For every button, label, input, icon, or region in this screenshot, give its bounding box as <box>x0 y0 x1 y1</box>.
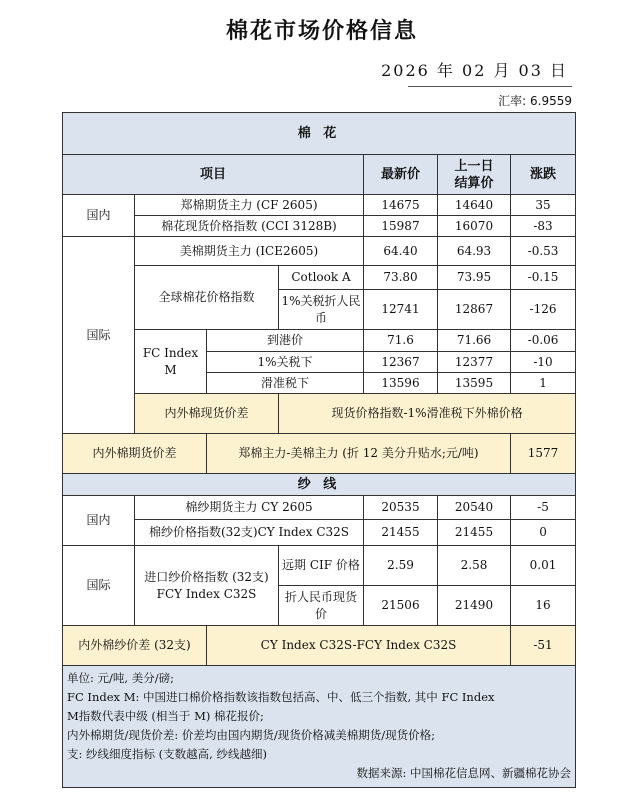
row-change: 1 <box>511 373 576 394</box>
spot-spread-label: 内外棉现货价差 <box>135 394 279 434</box>
report-date: 2026 年 02 月 03 日 <box>381 61 568 80</box>
row-prev: 71.66 <box>438 330 511 352</box>
row-latest: 12741 <box>364 290 438 330</box>
global-index-label: 全球棉花价格指数 <box>135 266 279 330</box>
row-change: 16 <box>511 586 576 626</box>
header-settlement <box>438 155 511 195</box>
table-row <box>63 394 576 434</box>
row-item: 美棉期货主力 (ICE2605) <box>135 237 364 266</box>
row-latest: 15987 <box>364 216 438 237</box>
row-item: 郑棉期货主力 (CF 2605) <box>135 195 364 216</box>
row-change: 0 <box>511 520 576 546</box>
table-row <box>63 216 576 237</box>
row-item: 远期 CIF 价格 <box>279 546 364 586</box>
cotton-domestic-label: 国内 <box>63 195 135 237</box>
row-latest: 21506 <box>364 586 438 626</box>
row-change: -126 <box>511 290 576 330</box>
table-row <box>63 434 576 474</box>
row-item: 棉纱期货主力 CY 2605 <box>135 496 364 520</box>
row-item: 棉花现货价格指数 (CCI 3128B) <box>135 216 364 237</box>
notes-block <box>63 666 576 788</box>
row-latest: 71.6 <box>364 330 438 352</box>
note-fc-index-cont: M指数代表中级 (相当于 M) 棉花报价; <box>67 709 264 723</box>
date-divider <box>408 86 572 87</box>
row-item: 1%关税下 <box>207 352 364 373</box>
cotton-intl-label: 国际 <box>63 237 135 434</box>
row-change: -5 <box>511 496 576 520</box>
row-prev: 64.93 <box>438 237 511 266</box>
exchange-rate: 汇率: 6.9559 <box>498 94 572 108</box>
header-item: 项目 <box>63 155 364 195</box>
row-change: -0.15 <box>511 266 576 290</box>
row-prev: 12867 <box>438 290 511 330</box>
row-change: 0.01 <box>511 546 576 586</box>
data-source: 数据来源: 中国棉花信息网、新疆棉花协会 <box>356 766 572 780</box>
yarn-section-header: 纱 线 <box>63 474 576 496</box>
row-change: 35 <box>511 195 576 216</box>
fc-index-label: FC Index M <box>135 330 207 394</box>
note-units: 单位: 元/吨, 美分/磅; <box>67 671 174 685</box>
header-latest: 最新价 <box>364 155 438 195</box>
row-latest: 14675 <box>364 195 438 216</box>
row-latest: 64.40 <box>364 237 438 266</box>
row-item: 棉纱价格指数(32支)CY Index C32S <box>135 520 364 546</box>
row-item: Cotlook A <box>279 266 364 290</box>
futures-spread-value: 1577 <box>511 434 576 474</box>
row-change: -0.53 <box>511 237 576 266</box>
header-settlement-line2: 结算价 <box>454 175 494 191</box>
note-count: 支: 纱线细度指标 (支数越高, 纱线越细) <box>67 747 267 761</box>
row-change: -0.06 <box>511 330 576 352</box>
row-change: -10 <box>511 352 576 373</box>
row-latest: 2.59 <box>364 546 438 586</box>
spot-spread-desc: 现货价格指数-1%滑准税下外棉价格 <box>279 394 576 434</box>
row-latest: 21455 <box>364 520 438 546</box>
note-spread: 内外棉期货/现货价差: 价差均由国内期货/现货价格减美棉期货/现货价格; <box>67 728 436 742</box>
table-row <box>63 330 576 352</box>
row-prev: 73.95 <box>438 266 511 290</box>
price-table <box>62 112 576 788</box>
row-prev: 12377 <box>438 352 511 373</box>
row-item: 1%关税折人民币 <box>279 290 364 330</box>
row-change: -83 <box>511 216 576 237</box>
yarn-intl-group: 进口纱价格指数 (32支) FCY Index C32S <box>135 546 279 626</box>
table-row <box>63 195 576 216</box>
table-row <box>63 626 576 666</box>
row-prev: 20540 <box>438 496 511 520</box>
table-row <box>63 520 576 546</box>
yarn-spread-label: 内外棉纱价差 (32支) <box>63 626 207 666</box>
row-item: 滑准税下 <box>207 373 364 394</box>
note-fc-index: FC Index M: 中国进口棉价格指数该指数包括高、中、低三个指数, 其中 FC Index <box>67 690 495 704</box>
table-row <box>63 237 576 266</box>
row-prev: 14640 <box>438 195 511 216</box>
row-prev: 16070 <box>438 216 511 237</box>
yarn-domestic-label: 国内 <box>63 496 135 546</box>
row-latest: 73.80 <box>364 266 438 290</box>
header-change: 涨跌 <box>511 155 576 195</box>
yarn-intl-label: 国际 <box>63 546 135 626</box>
row-prev: 21490 <box>438 586 511 626</box>
row-item: 到港价 <box>207 330 364 352</box>
yarn-spread-desc: CY Index C32S-FCY Index C32S <box>207 626 511 666</box>
row-prev: 21455 <box>438 520 511 546</box>
table-row <box>63 266 576 290</box>
table-row <box>63 546 576 586</box>
header-settlement-line1: 上一日 <box>454 158 494 174</box>
futures-spread-desc: 郑棉主力-美棉主力 (折 12 美分升贴水;元/吨) <box>207 434 511 474</box>
futures-spread-label: 内外棉期货价差 <box>63 434 207 474</box>
row-item: 折人民币现货价 <box>279 586 364 626</box>
page-title: 棉花市场价格信息 <box>225 19 418 44</box>
row-latest: 20535 <box>364 496 438 520</box>
table-row <box>63 496 576 520</box>
row-prev: 13595 <box>438 373 511 394</box>
cotton-section-header: 棉 花 <box>63 113 576 155</box>
yarn-spread-value: -51 <box>511 626 576 666</box>
row-latest: 12367 <box>364 352 438 373</box>
row-latest: 13596 <box>364 373 438 394</box>
row-prev: 2.58 <box>438 546 511 586</box>
